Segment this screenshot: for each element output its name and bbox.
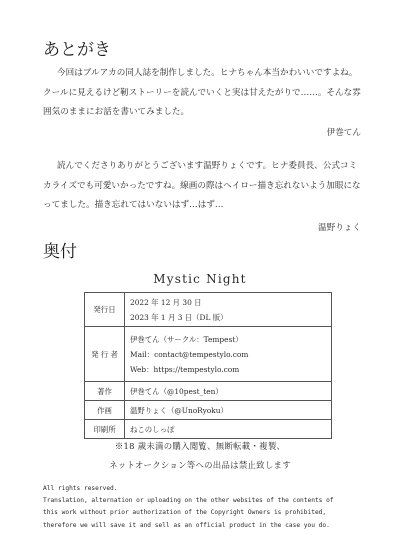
afterword-paragraph-2: 読んでくださりありがとうございます温野りょくです。ヒナ委員長、公式コミカライズでも可愛いかったですね。線画の際はヘイロー描き忘れないよう加眼になってました。描き忘れてはいないはず…はず… [43, 161, 361, 210]
colophon-heading: 奥付 [43, 242, 77, 262]
colophon-value-publisher [125, 327, 332, 382]
book-title: Mystic Night [153, 272, 247, 286]
afterword-heading: あとがき [43, 40, 111, 60]
colophon-table [84, 292, 332, 439]
colophon-row-publisher [85, 327, 332, 382]
colophon-row-writer [85, 382, 332, 401]
publish-date: 2022 年 12 月 30 日 [130, 297, 202, 307]
colophon-label-artist: 作画 [85, 401, 125, 420]
colophon-value-date [125, 293, 332, 327]
colophon-row-printer [85, 420, 332, 439]
dl-publish-date: 2023 年 1 月 3 日（DL 版） [130, 312, 228, 322]
rights-line-2: Translation, alternation or uploading on the other websites of the contents of [43, 497, 334, 505]
age-restriction-notice: ※18 歳未満の購入閲覧、無断転載・複製、 [114, 441, 286, 451]
colophon-value-writer: 伊巻てん（@10pest_ten） [125, 382, 332, 401]
colophon-value-artist: 温野りょく（@UnoRyoku） [125, 401, 332, 420]
rights-line-4: therefore we will save it and sell as an official product in the case you do. [43, 521, 330, 529]
colophon-value-printer: ねこのしっぽ [125, 420, 332, 439]
colophon-row-artist [85, 401, 332, 420]
colophon-label-publisher: 発 行 者 [85, 327, 125, 382]
afterword-author-2: 温野りょく [318, 223, 361, 233]
rights-line-1: All rights reserved. [43, 485, 118, 492]
colophon-label-printer: 印刷所 [85, 420, 125, 439]
colophon-row-date [85, 293, 332, 327]
resale-prohibition-notice: ネットオークション等への出品は禁止致します [109, 460, 291, 470]
publisher-name: 伊巻てん（サークル：Tempest） [130, 334, 243, 344]
afterword-paragraph-1: 今回はブルアカの同人誌を制作しました。ヒナちゃん本当かわいいですよね。クールに見えるけど靭ストーリーを読んでいくと実は甘えたがりで……。そんな雰囲気のままにお話を書いてみました。 [43, 68, 361, 117]
publisher-web: Web：https://tempestylo.com [130, 364, 240, 374]
copyright-notice [43, 483, 373, 532]
afterword-author-1: 伊巻てん [326, 128, 361, 138]
rights-line-3: this work without prior authorization of the Copyright Owners is prohibited, [43, 509, 327, 517]
colophon-label-date: 発行日 [85, 293, 125, 327]
colophon-label-writer: 著作 [85, 382, 125, 401]
publisher-mail: Mail：contact@tempestylo.com [130, 349, 249, 359]
